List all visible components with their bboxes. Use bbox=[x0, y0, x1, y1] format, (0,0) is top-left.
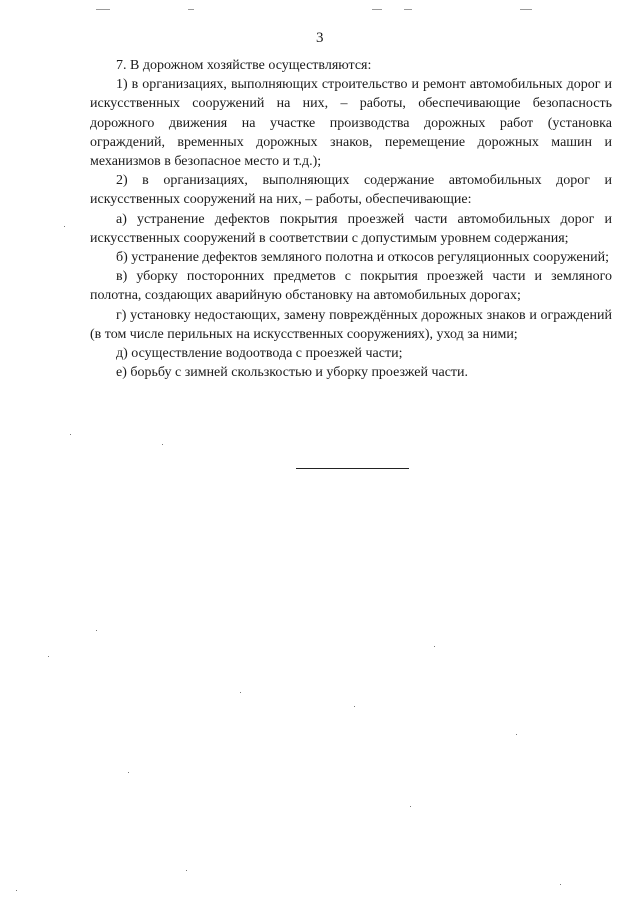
scan-speck bbox=[186, 870, 187, 871]
scan-artifact bbox=[520, 9, 532, 10]
scan-speck bbox=[70, 434, 71, 435]
paragraph-subitem-d: д) осуществление водоотвода с проезжей части; bbox=[116, 346, 403, 362]
scan-speck bbox=[434, 646, 435, 647]
end-separator-line bbox=[296, 468, 409, 469]
paragraph-item-2: 2) в организациях, выполняющих содержание автомобильных дорог и искусственных сооружений на них, – работы, обеспечивающие: bbox=[90, 173, 612, 208]
scan-artifact bbox=[372, 9, 382, 10]
scan-speck bbox=[162, 444, 163, 445]
scan-speck bbox=[560, 884, 561, 885]
scan-speck bbox=[96, 630, 97, 631]
scan-artifact bbox=[188, 9, 194, 10]
scan-speck bbox=[410, 806, 411, 807]
paragraph-subitem-b: б) устранение дефектов земляного полотна и откосов регуляционных сооружений; bbox=[116, 250, 609, 266]
paragraph-subitem-e: е) борьбу с зимней скользкостью и уборку проезжей части. bbox=[116, 365, 469, 381]
paragraph-item-1: 1) в организациях, выполняющих строительство и ремонт автомобильных дорог и искусственных сооружений на них, – работы, обеспечивающие безопасность дорожного движения на участке производства дорожных работ (установка ограждений, временных дорожных знаков, перемещение дорожных машин и механизмов в безопасное место и т.д.); bbox=[90, 77, 612, 170]
scan-speck bbox=[16, 890, 17, 891]
scan-artifact bbox=[96, 9, 110, 10]
paragraph-subitem-v: в) уборку посторонних предметов с покрытия проезжей части и земляного полотна, создающих аварийную обстановку на автомобильных дорогах; bbox=[90, 269, 612, 304]
paragraph-section-7: 7. В дорожном хозяйстве осуществляются: bbox=[116, 58, 372, 73]
paragraph-subitem-a: а) устранение дефектов покрытия проезжей части автомобильных дорог и искусственных сооружений в соответствии с допустимым уровнем содержания; bbox=[90, 211, 612, 246]
scan-artifact bbox=[404, 9, 412, 10]
scan-speck bbox=[516, 734, 517, 735]
scan-speck bbox=[48, 656, 49, 657]
document-body bbox=[90, 56, 612, 382]
scan-speck bbox=[354, 706, 355, 707]
scan-speck bbox=[64, 226, 65, 227]
scan-speck bbox=[240, 692, 241, 693]
page-number: 3 bbox=[316, 30, 324, 46]
paragraph-subitem-g: г) установку недостающих, замену повреждённых дорожных знаков и ограждений (в том числе перильных на искусственных сооружениях), уход за ними; bbox=[90, 307, 612, 342]
scan-speck bbox=[128, 772, 129, 773]
